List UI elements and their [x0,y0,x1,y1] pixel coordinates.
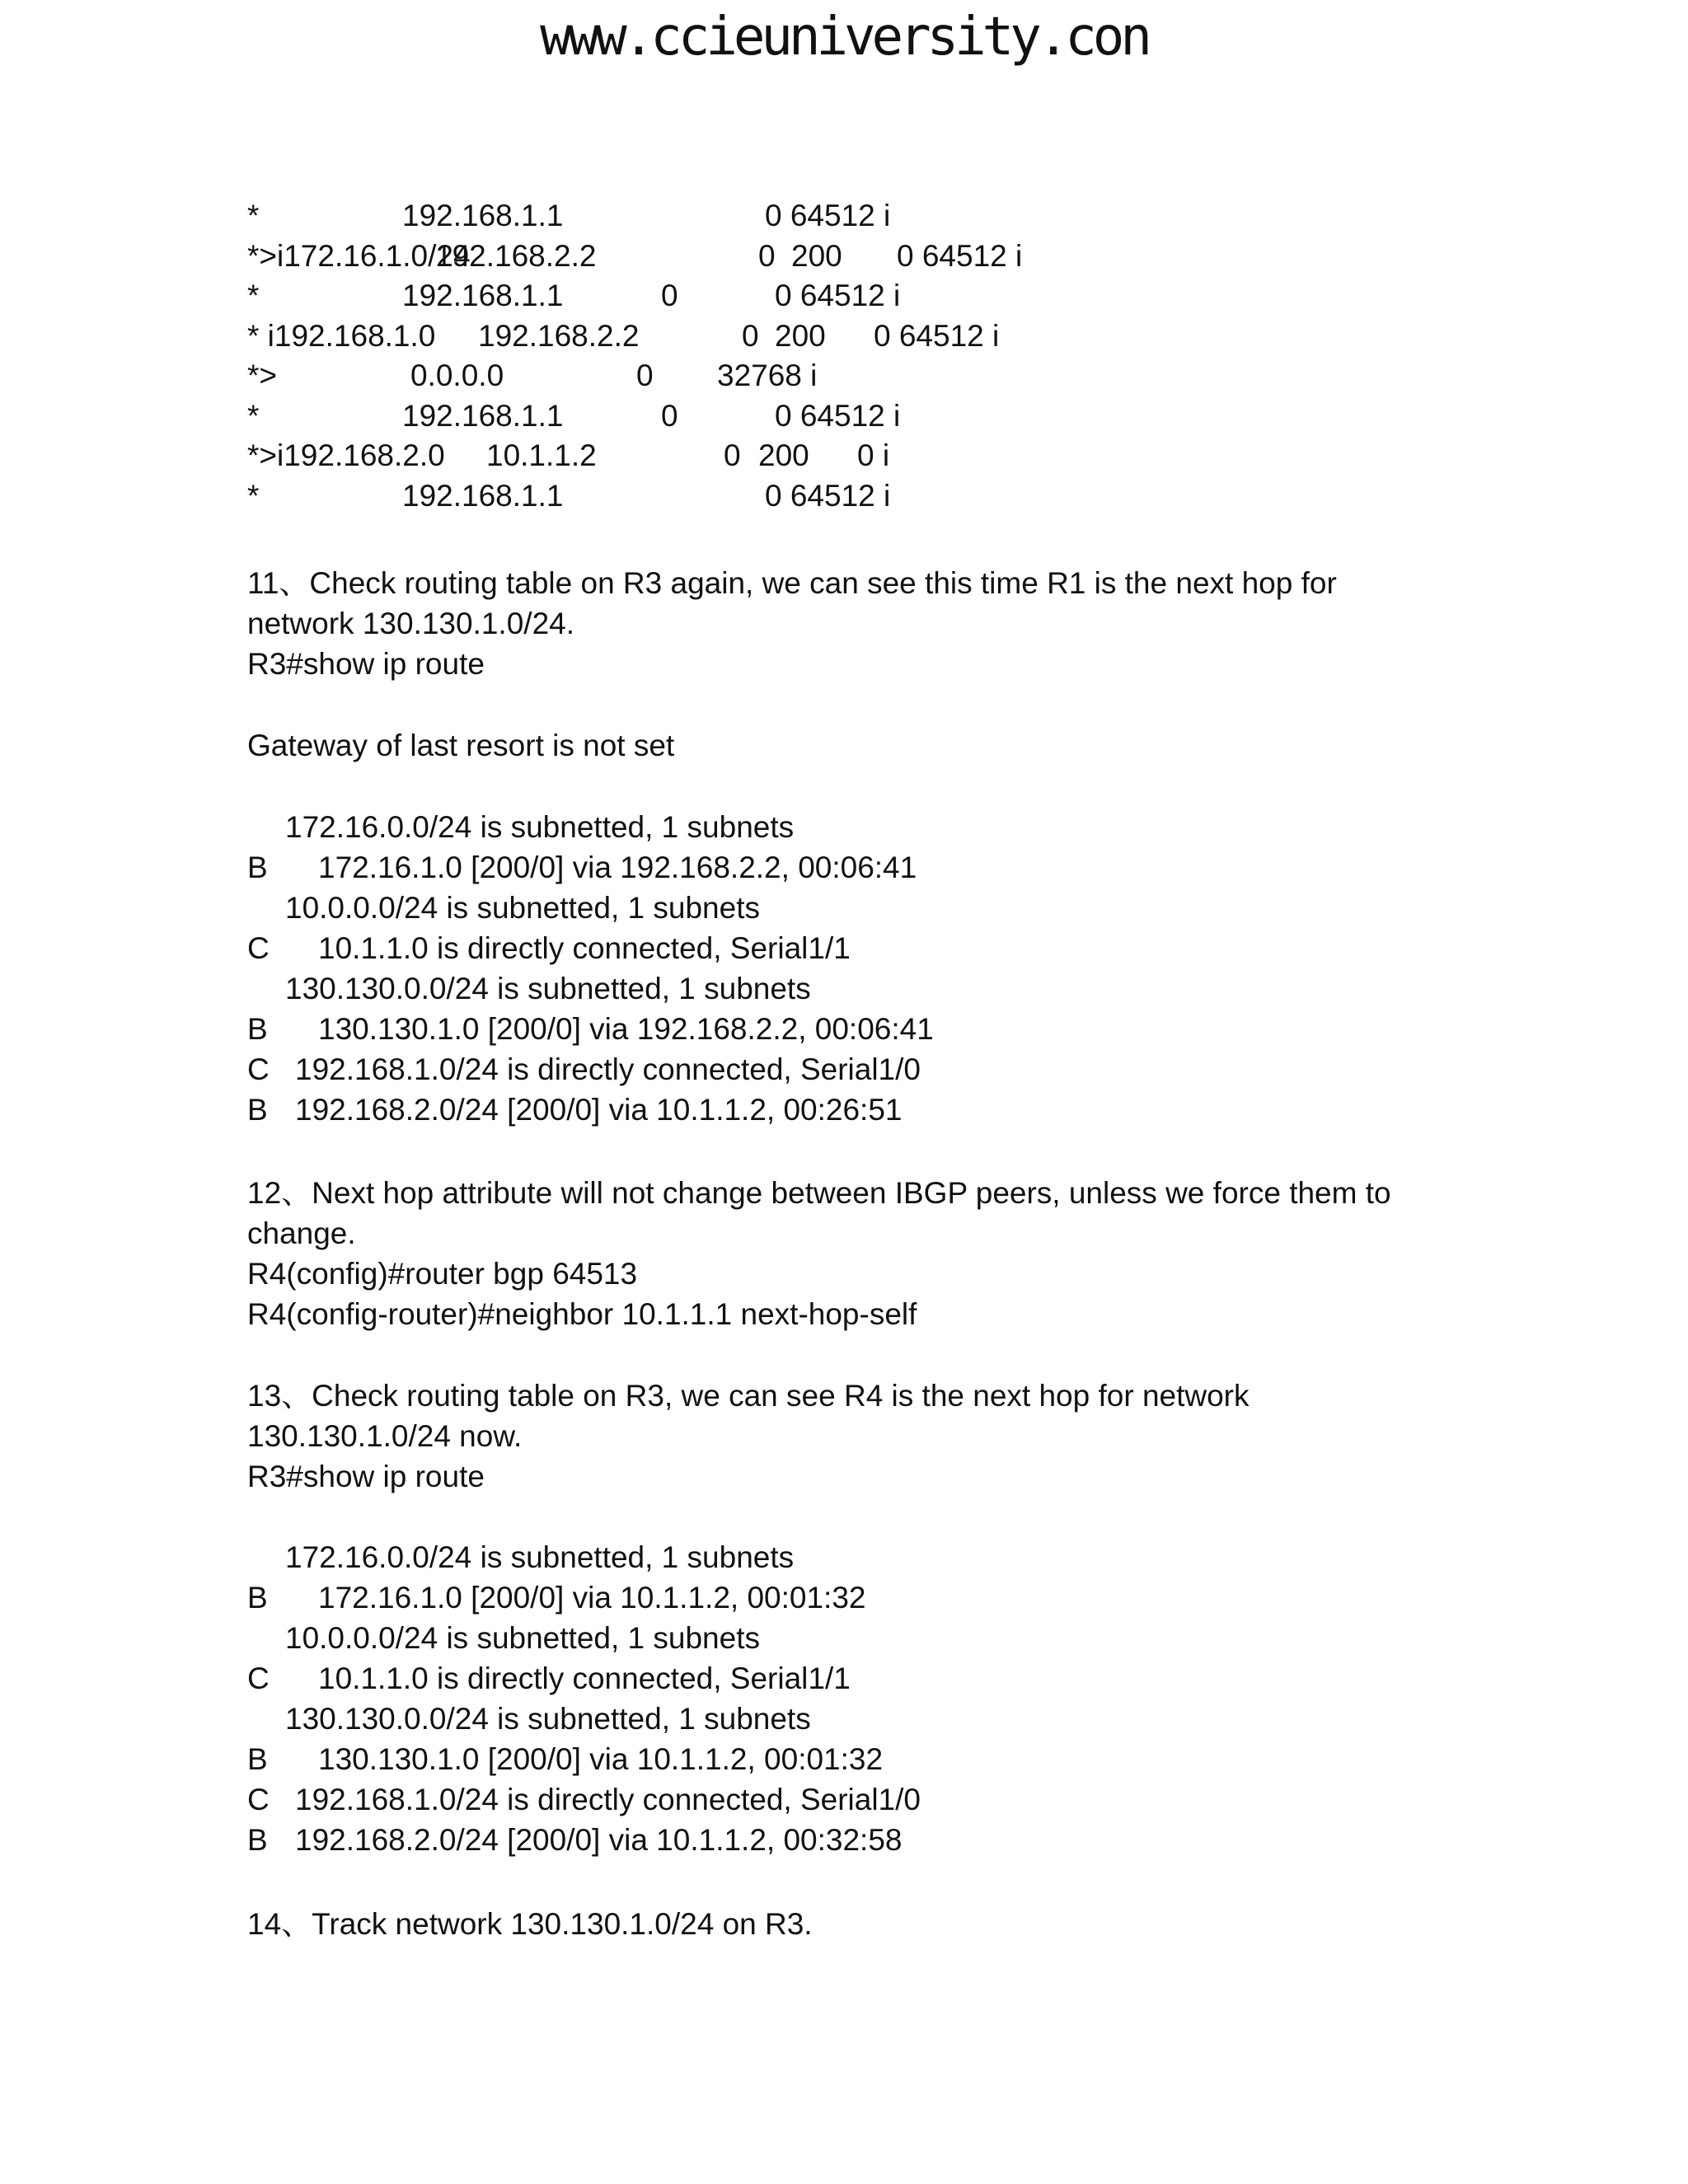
gateway-line: Gateway of last resort is not set [247,729,675,762]
bgp-row [247,238,1401,274]
route-line [247,809,1401,846]
route-text: 172.16.1.0 [200/0] via 10.1.1.2, 00:01:32 [318,1581,866,1615]
bgp-cell: 0 [724,438,741,472]
bgp-row [247,198,1401,234]
bgp-cell: * [247,279,260,312]
step-11-command: R3#show ip route [247,647,485,681]
route-line [247,1701,1401,1737]
step-13-heading: 13、Check routing table on R3, we can see R4 is the next hop for network [247,1379,1250,1413]
bgp-row [247,438,1401,474]
route-line [247,1580,1401,1616]
route-text: 10.0.0.0/24 is subnetted, 1 subnets [285,891,760,925]
route-code: B [247,851,268,884]
route-text: 192.168.2.0/24 [200/0] via 10.1.1.2, 00:26:51 [295,1093,903,1127]
step-12-heading-cont: change. [247,1216,356,1250]
step-12-heading: 12、Next hop attribute will not change between IBGP peers, unless we force them to [247,1176,1391,1210]
bgp-cell: 0 64512 i [775,279,901,312]
route-text: 172.16.1.0 [200/0] via 192.168.2.2, 00:06:41 [318,851,917,884]
route-text: 130.130.1.0 [200/0] via 192.168.2.2, 00:06:41 [318,1012,934,1046]
bgp-cell: 0.0.0.0 [410,359,504,392]
route-text: 10.1.1.0 is directly connected, Serial1/1 [318,931,851,965]
route-text: 192.168.2.0/24 [200/0] via 10.1.1.2, 00:32:58 [295,1823,903,1857]
bgp-row [247,398,1401,434]
bgp-cell: 0 64512 i [765,478,891,513]
route-line [247,1540,1401,1576]
bgp-cell: *>i172.16.1.0/24 [247,238,471,273]
bgp-cell: 192.168.1.1 [402,199,564,232]
route-text: 130.130.0.0/24 is subnetted, 1 subnets [285,1702,811,1736]
route-text: 10.1.1.0 is directly connected, Serial1/1 [318,1661,851,1695]
bgp-row [247,278,1401,314]
route-code: B [247,1581,268,1615]
route-text: 192.168.1.0/24 is directly connected, Serial1/0 [295,1783,921,1816]
bgp-cell: 200 [758,438,809,472]
route-code: C [247,931,270,965]
route-line [247,1822,1401,1858]
bgp-cell: 200 [775,318,826,353]
route-code: B [247,1742,268,1776]
bgp-row [247,318,1401,354]
step-13-heading-cont: 130.130.1.0/24 now. [247,1419,523,1453]
bgp-cell: * [247,398,260,433]
bgp-cell: 32768 i [717,359,818,392]
route-line [247,1620,1401,1657]
route-text: 130.130.0.0/24 is subnetted, 1 subnets [285,972,811,1005]
route-line [247,1092,1401,1128]
route-line [247,1782,1401,1818]
bgp-cell: *> [247,359,278,392]
route-text: 10.0.0.0/24 is subnetted, 1 subnets [285,1621,760,1655]
route-text: 192.168.1.0/24 is directly connected, Serial1/0 [295,1052,921,1086]
step-14-heading: 14、Track network 130.130.1.0/24 on R3. [247,1907,813,1941]
bgp-cell: 0 [661,398,678,433]
route-code: B [247,1823,268,1857]
route-line [247,1741,1401,1778]
route-line [247,930,1401,967]
bgp-cell: 10.1.1.2 [486,438,597,472]
route-line [247,890,1401,926]
bgp-cell: 0 [758,238,776,273]
bgp-cell: 192.168.2.2 [435,238,597,273]
bgp-cell: * [247,478,260,513]
bgp-cell: 0 i [857,438,890,472]
bgp-cell: 200 [791,238,842,273]
bgp-cell: 192.168.2.2 [478,318,640,353]
route-line [247,1052,1401,1088]
bgp-cell: * i192.168.1.0 [247,318,436,353]
bgp-cell: 0 64512 i [775,398,901,433]
bgp-row [247,358,1401,394]
bgp-cell: 0 [636,359,654,392]
bgp-cell: 192.168.1.1 [402,279,564,312]
bgp-cell: * [247,199,260,232]
route-line [247,971,1401,1007]
bgp-cell: 0 64512 i [897,238,1023,273]
route-text: 130.130.1.0 [200/0] via 10.1.1.2, 00:01:32 [318,1742,884,1776]
bgp-row [247,478,1401,514]
bgp-cell: 0 [742,318,759,353]
route-line [247,1661,1401,1697]
route-code: C [247,1783,270,1816]
route-code: B [247,1012,268,1046]
step-12-command-2: R4(config-router)#neighbor 10.1.1.1 next-hop-self [247,1297,917,1331]
site-header: www.ccieuniversity.con [540,7,1148,68]
route-code: C [247,1052,270,1086]
step-11-heading-cont: network 130.130.1.0/24. [247,607,575,640]
bgp-cell: 192.168.1.1 [402,478,564,513]
route-line [247,1011,1401,1047]
step-13-command: R3#show ip route [247,1460,485,1493]
bgp-cell: *>i192.168.2.0 [247,438,445,472]
route-text: 172.16.0.0/24 is subnetted, 1 subnets [285,810,795,844]
bgp-cell: 0 64512 i [765,199,891,232]
route-text: 172.16.0.0/24 is subnetted, 1 subnets [285,1540,795,1574]
route-code: B [247,1093,268,1127]
route-line [247,850,1401,886]
bgp-cell: 192.168.1.1 [402,398,564,433]
step-11-heading: 11、Check routing table on R3 again, we can see this time R1 is the next hop for [247,566,1337,600]
bgp-cell: 0 64512 i [874,318,1000,353]
bgp-cell: 0 [661,279,678,312]
route-code: C [247,1661,270,1695]
step-12-command-1: R4(config)#router bgp 64513 [247,1257,638,1291]
